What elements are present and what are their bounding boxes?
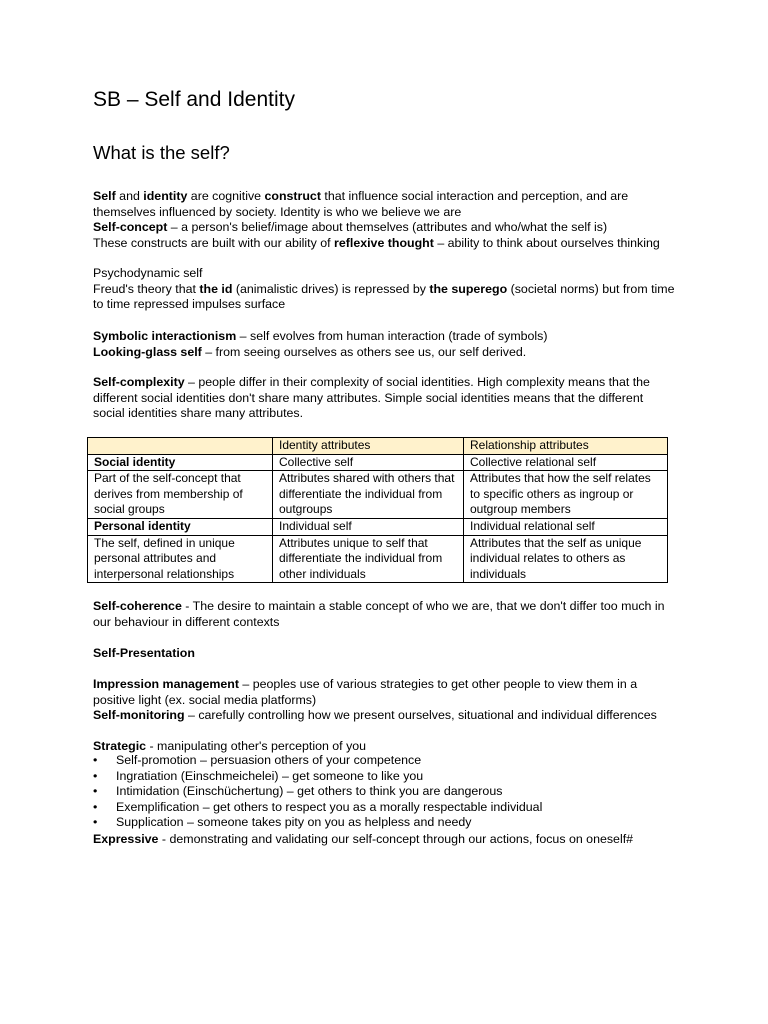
term-self-concept: Self-concept — [93, 220, 168, 235]
table-row — [88, 471, 668, 519]
table-row — [88, 454, 668, 471]
list-item: • Ingratiation (Einschmeichelei) – get someone to like you — [93, 768, 424, 783]
term-looking-glass-self: Looking-glass self — [93, 344, 202, 359]
term-self-complexity: Self-complexity — [93, 375, 185, 389]
psychodynamic-paragraph: Psychodynamic self Freud's theory that the id (animalistic drives) is repressed by the superego (societal norms) but from time to time repressed impulses surface — [93, 266, 675, 312]
list-item: • Self-promotion – persuasion others of your competence — [93, 753, 422, 767]
self-presentation-heading: Self-Presentation — [93, 646, 195, 660]
strategic-paragraph: Strategic - manipulating other's perception of you — [93, 739, 367, 753]
document-title: SB – Self and Identity — [93, 88, 295, 111]
list-item: • Exemplification – get others to respect you as a morally respectable individual — [93, 799, 543, 814]
term-superego: the superego — [429, 281, 508, 296]
table-cell: Attributes that how the self relates to specific others as ingroup or outgroup members — [464, 471, 668, 519]
table-cell — [88, 438, 273, 455]
table-header-row — [88, 438, 668, 455]
term-impression-management: Impression management — [93, 677, 239, 691]
term-identity: identity — [143, 189, 188, 203]
self-complexity-paragraph: Self-complexity – people differ in their complexity of social identities. High complexity means that the different social identities don't share many attributes. Simple social identities means that the different social identities share many attributes. — [93, 375, 650, 421]
bullet-icon: • — [93, 815, 98, 830]
table-cell: Collective self — [273, 454, 464, 471]
psychodynamic-heading: Psychodynamic self — [93, 266, 203, 280]
term-symbolic-interactionism: Symbolic interactionism — [93, 329, 237, 343]
intro-paragraph: Self and identity are cognitive construct that influence social interaction and perception, and are themselves influenced by society. Identity is who we believe we are Self-concept – a person's belief/image about themselves (attributes and who/what the self is) These constructs are built with our ability of reflexive thought – ability to think about ourselves thinking — [93, 189, 660, 250]
identity-attributes-table — [87, 437, 668, 583]
table-cell: Attributes unique to self that differentiate the individual from other individuals — [273, 535, 464, 583]
term-self: Self — [93, 189, 116, 203]
expressive-paragraph: Expressive - demonstrating and validating our self-concept through our actions, focus on oneself# — [93, 832, 634, 846]
list-item: • Supplication – someone takes pity on you as helpless and needy — [93, 815, 472, 830]
table-cell: Attributes shared with others that differentiate the individual from outgroups — [273, 471, 464, 519]
row-label-social-identity: Social identity — [94, 454, 176, 469]
term-strategic: Strategic — [93, 739, 147, 753]
strategic-list — [93, 753, 678, 831]
table-cell: Collective relational self — [464, 454, 668, 471]
term-self-coherence: Self-coherence — [93, 599, 182, 613]
table-row — [88, 518, 668, 535]
symbolic-paragraph: Symbolic interactionism – self evolves from human interaction (trade of symbols) Looking-glass self – from seeing ourselves as others see us, our self derived. — [93, 329, 548, 359]
section-heading-what-is-self: What is the self? — [93, 142, 230, 163]
list-item: • Intimidation (Einschüchertung) – get others to think you are dangerous — [93, 784, 503, 799]
row-label-personal-identity: Personal identity — [94, 518, 191, 533]
impression-paragraph: Impression management – peoples use of various strategies to get other people to view them in a positive light (ex. social media platforms) Self-monitoring – carefully controlling how we present ourselves, situational and individual differences — [93, 677, 657, 723]
term-expressive: Expressive — [93, 832, 159, 846]
bullet-icon: • — [93, 768, 98, 783]
table-row — [88, 535, 668, 583]
table-header-relationship-attributes: Relationship attributes — [464, 438, 668, 455]
self-coherence-paragraph: Self-coherence - The desire to maintain a stable concept of who we are, that we don't differ too much in our behaviour in different contexts — [93, 599, 665, 629]
table-header-identity-attributes: Identity attributes — [273, 438, 464, 455]
bullet-icon: • — [93, 753, 98, 767]
table-cell: Individual self — [273, 518, 464, 535]
table-cell: Part of the self-concept that derives from membership of social groups — [88, 471, 273, 519]
bullet-icon: • — [93, 799, 98, 814]
term-the-id: the id — [199, 281, 233, 296]
term-reflexive-thought: reflexive thought — [334, 235, 434, 250]
table-cell: Individual relational self — [464, 518, 668, 535]
term-self-monitoring: Self-monitoring — [93, 708, 185, 723]
table-cell: Attributes that the self as unique individual relates to others as individuals — [464, 535, 668, 583]
bullet-icon: • — [93, 784, 98, 799]
table-cell: The self, defined in unique personal attributes and interpersonal relationships — [88, 535, 273, 583]
term-construct: construct — [264, 189, 321, 203]
